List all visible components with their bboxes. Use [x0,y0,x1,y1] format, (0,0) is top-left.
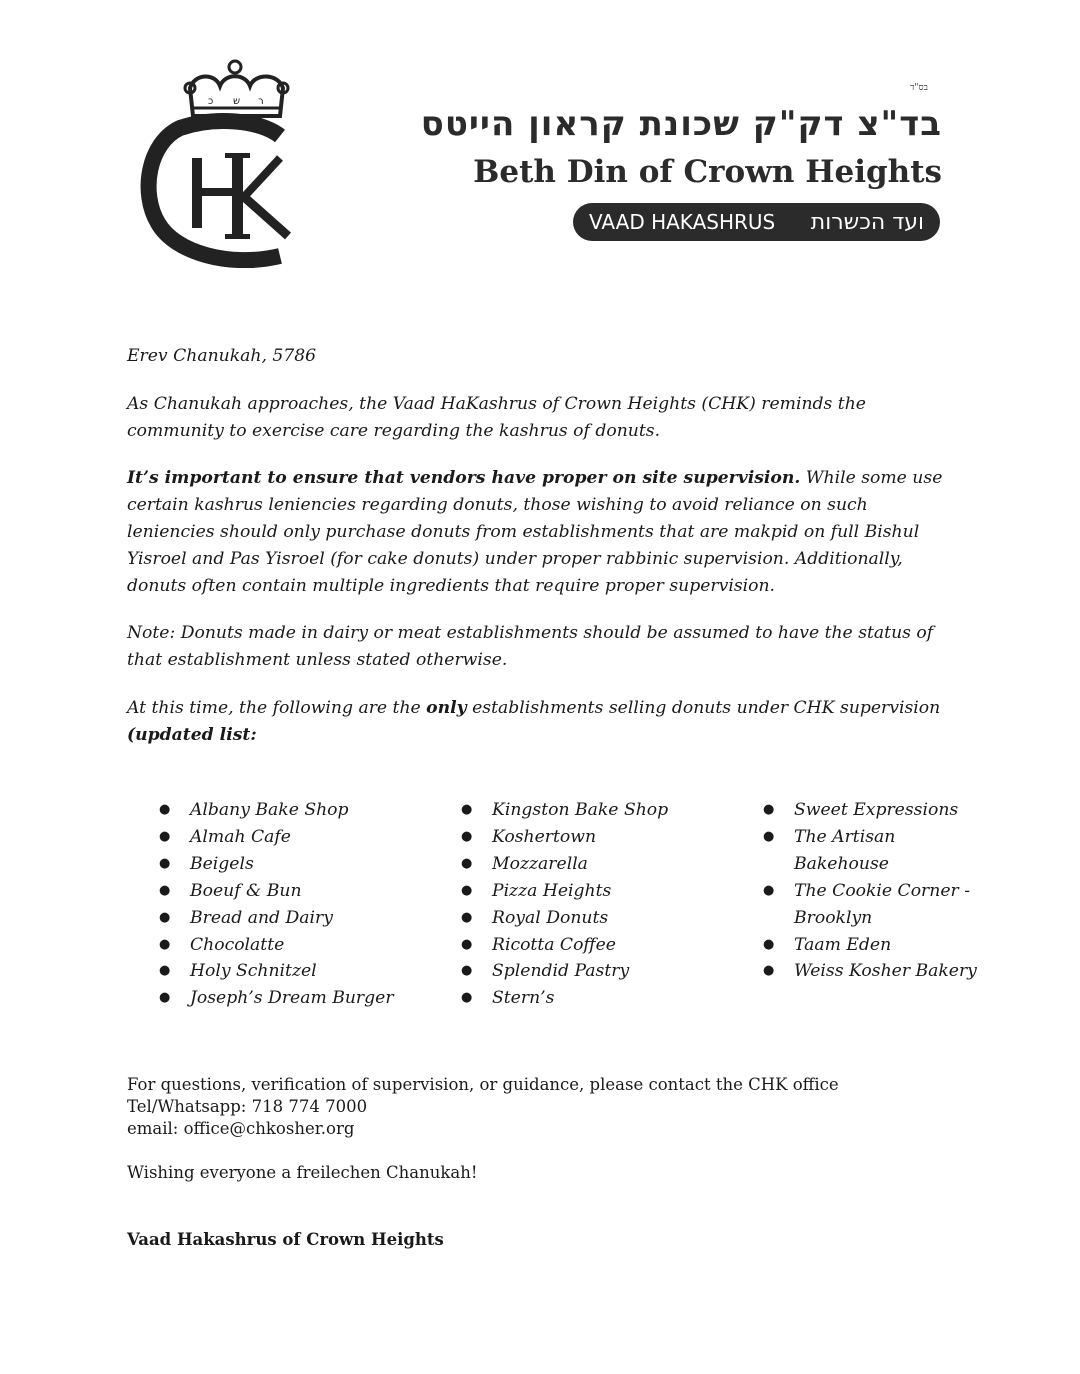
contact-line: For questions, verification of supervision, or guidance, please contact the CHK office [127,1075,839,1094]
bsd-mark: בס"ד [910,83,928,93]
supervision-body: While some use certain kashrus leniencies regarding donuts, those wishing to avoid reliance on such leniencies should only purchase donuts from establishments that are makpid on full Bishul Yisroel and Pas Yisroel (for cake donuts) under proper rabbinic supervision. Additionally, donuts often contain multiple ingredients that require proper supervision. [127,468,943,596]
email-address[interactable]: office@chkosher.org [183,1119,355,1138]
list-item: ● Koshertown [429,824,729,851]
crown-letter: ר [258,96,264,107]
phone-line [127,1096,839,1118]
list-intro-updated: (updated list: [127,725,257,745]
establishments-column-2 [429,797,729,1012]
list-intro-text: At this time, the following are the [127,698,427,718]
list-item: ● The Artisan Bakehouse [731,824,991,878]
list-item: ● Holy Schnitzel [127,958,427,985]
vaad-hakashrus-banner [573,203,940,241]
list-intro [127,695,957,749]
list-item: ● The Cookie Corner - Brooklyn [731,878,991,932]
signature: Vaad Hakashrus of Crown Heights [127,1230,444,1249]
crown-letter: ש [233,96,241,107]
contact-block [127,1074,839,1140]
intro-paragraph: As Chanukah approaches, the Vaad HaKashrus of Crown Heights (CHK) reminds the community to exercise care regarding the kashrus of donuts. [127,394,866,441]
phone-number[interactable]: 718 774 7000 [251,1097,368,1116]
chk-logo [140,58,300,268]
banner-english: VAAD HAKASHRUS [589,210,776,234]
list-item: ● Stern’s [429,985,729,1012]
list-item: ● Ricotta Coffee [429,932,729,959]
list-item: ● Splendid Pastry [429,958,729,985]
list-intro-text: establishments selling donuts under CHK supervision [466,698,941,718]
note-paragraph: Note: Donuts made in dairy or meat establishments should be assumed to have the status of that establishment unless stated otherwise. [127,623,934,670]
crown-icon [185,61,288,116]
establishments-column-3 [731,797,991,985]
list-item: ● Weiss Kosher Bakery [731,958,991,985]
list-item: ● Taam Eden [731,932,991,959]
list-item: ● Royal Donuts [429,905,729,932]
letter-date: Erev Chanukah, 5786 [127,346,317,366]
list-item: ● Mozzarella [429,851,729,878]
banner-hebrew: ועד הכשרות [810,209,924,235]
list-item: ● Almah Cafe [127,824,427,851]
supervision-paragraph [127,465,957,600]
list-intro-only: only [426,698,467,718]
list-item: ● Chocolatte [127,932,427,959]
list-item: ● Sweet Expressions [731,797,991,824]
supervision-emphasis: It’s important to ensure that vendors have proper on site supervision. [127,468,801,488]
list-item: ● Kingston Bake Shop [429,797,729,824]
english-title: Beth Din of Crown Heights [473,154,942,190]
list-item: ● Pizza Heights [429,878,729,905]
hebrew-title: בד"צ דק"ק שכונת קראון הייטס [420,104,942,144]
list-item: ● Joseph’s Dream Burger [127,985,427,1012]
crown-letter: כ [208,96,214,107]
email-label: email: [127,1119,184,1138]
list-item: ● Beigels [127,851,427,878]
establishments-column-1 [127,797,427,1012]
list-item: ● Albany Bake Shop [127,797,427,824]
list-item: ● Boeuf & Bun [127,878,427,905]
phone-label: Tel/Whatsapp: [127,1097,252,1116]
list-item: ● Bread and Dairy [127,905,427,932]
holiday-wish: Wishing everyone a freilechen Chanukah! [127,1163,478,1182]
email-line [127,1118,839,1140]
